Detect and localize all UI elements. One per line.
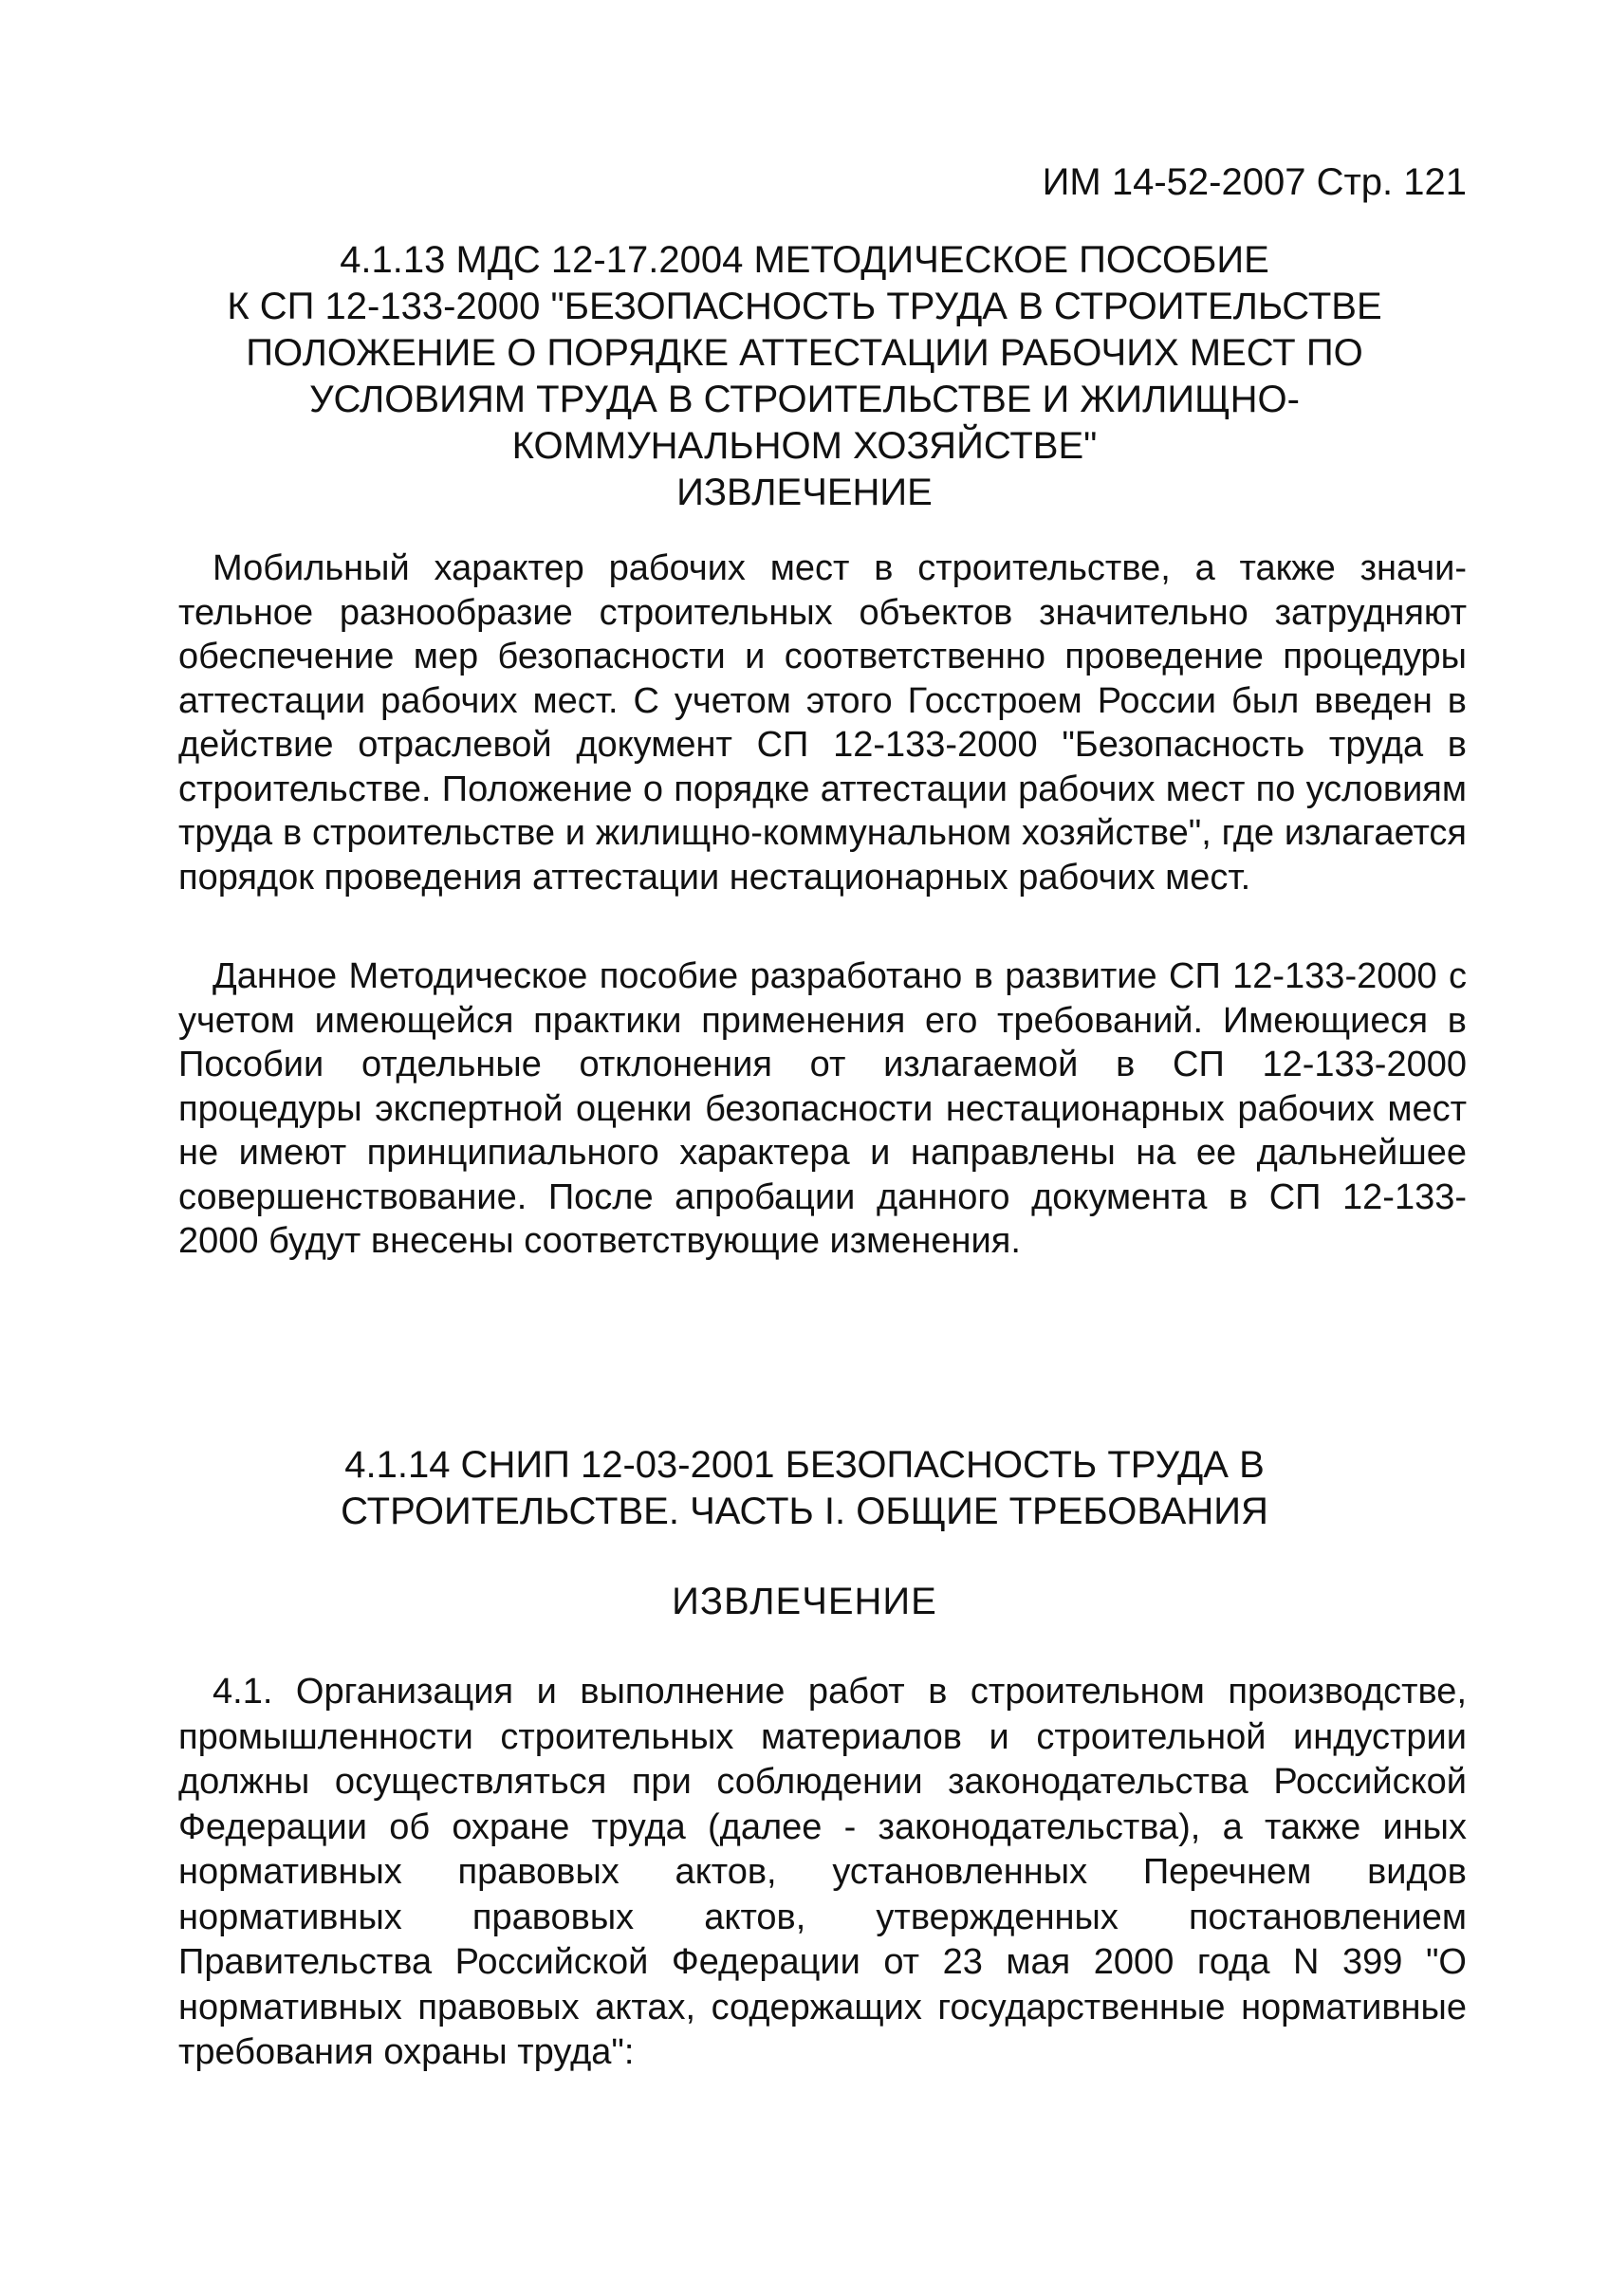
heading-line: 4.1.13 МДС 12-17.2004 МЕТОДИЧЕСКОЕ ПОСОБИЕ bbox=[340, 239, 1269, 281]
section-heading-snip bbox=[190, 1442, 1419, 1535]
extract-label: ИЗВЛЕЧЕНИЕ bbox=[672, 1581, 937, 1622]
heading-line: ПОЛОЖЕНИЕ О ПОРЯДКЕ АТТЕСТАЦИИ РАБОЧИХ МЕСТ ПО bbox=[246, 332, 1363, 374]
paragraph-clause-4-1: 4.1. Организация и выполнение работ в строительном производстве, промышленности строительных материалов и строительной индустрии должны осуществляться при соблюдении законодательства Российской Федерации об охране труда (далее - законодательства), а также иных нормативных правовых актов, установленных Перечнем видов нормативных правовых актов, утвержденных постановлением Правительства Российской Федерации от 23 мая 2000 года N 399 "О нормативных правовых актах, содержащих государственные нормативные требования охраны труда": bbox=[178, 1672, 1467, 2072]
heading-line: К СП 12-133-2000 "БЕЗОПАСНОСТЬ ТРУДА В СТРОИТЕЛЬСТВЕ bbox=[227, 286, 1382, 327]
heading-line: УСЛОВИЯМ ТРУДА В СТРОИТЕЛЬСТВЕ И ЖИЛИЩНО- bbox=[309, 379, 1300, 420]
extract-label: ИЗВЛЕЧЕНИЕ bbox=[676, 472, 933, 513]
heading-line: 4.1.14 СНИП 12-03-2001 БЕЗОПАСНОСТЬ ТРУДА В bbox=[344, 1444, 1265, 1486]
heading-line: СТРОИТЕЛЬСТВЕ. ЧАСТЬ I. ОБЩИЕ ТРЕБОВАНИЯ bbox=[341, 1491, 1268, 1532]
paragraph-mobile-workplaces: Мобильный характер рабочих мест в строительстве, а также значительное разнообразие строительных объектов значительно затрудняют обеспечение мер безопасности и соответственно проведение процедуры аттестации рабочих мест. С учетом этого Госстроем России был введен в действие отраслевой документ СП 12-133-2000 "Безопасность труда в строительстве. Положение о порядке аттестации рабочих мест по условиям труда в строительстве и жилищно-коммунальном хозяйстве", где излагается порядок проведения аттестации нестационарных рабочих мест. bbox=[178, 548, 1467, 898]
paragraph-methodical-guide: Данное Методическое пособие разработано в развитие СП 12-133-2000 с учетом имеющейся практики применения его требований. Имеющиеся в Пособии отдельные отклонения от излагаемой в СП 12-133-2000 процедуры экспертной оценки безопасности нестационарных рабочих мест не имеют принципиального характера и направлены на ее дальнейшее совершенствование. После апробации данного документа в СП 12-133-2000 будут внесены соответствующие изменения. bbox=[178, 956, 1467, 1261]
heading-line: КОММУНАЛЬНОМ ХОЗЯЙСТВЕ" bbox=[511, 425, 1098, 467]
page-reference: ИМ 14-52-2007 Стр. 121 bbox=[1042, 161, 1467, 203]
section-heading-mds bbox=[190, 237, 1419, 516]
